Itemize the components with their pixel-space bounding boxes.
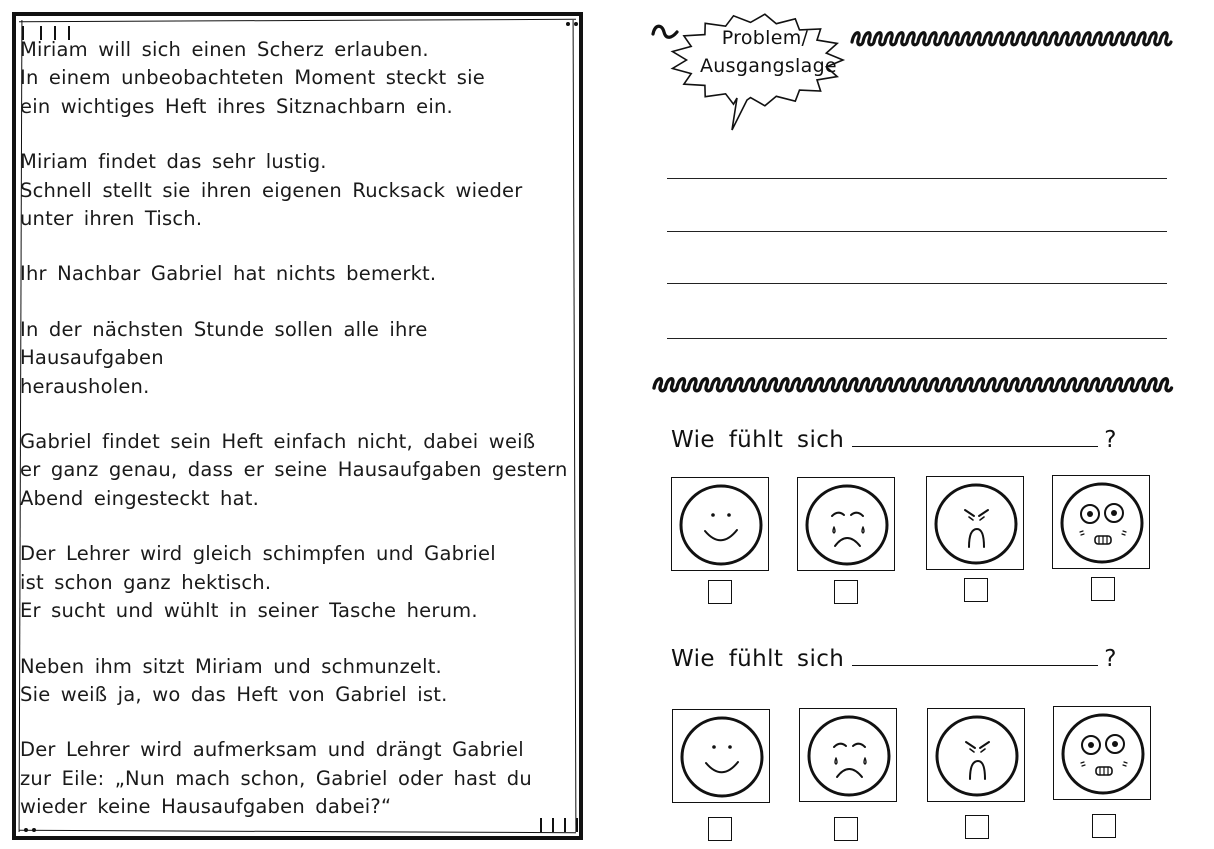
story-paragraph: Ihr Nachbar Gabriel hat nichts bemerkt. bbox=[20, 262, 437, 286]
story-text bbox=[20, 36, 570, 849]
question-mark: ? bbox=[1104, 427, 1117, 453]
question-prefix: Wie fühlt sich bbox=[671, 646, 845, 672]
frame-decoration bbox=[566, 22, 570, 26]
happy-face-icon bbox=[671, 477, 769, 571]
story-paragraph: Neben ihm sitzt Miriam und schmunzelt. Sie weiß ja, wo das Heft von Gabriel ist. bbox=[20, 654, 448, 706]
checkbox-angry[interactable] bbox=[964, 578, 988, 602]
story-paragraph: Miriam will sich einen Scherz erlauben. In einem unbeobachteten Moment steckt sie ein wichtiges Heft ihres Sitznachbarn ein. bbox=[20, 38, 485, 118]
sad-crying-face-icon bbox=[797, 477, 895, 571]
checkbox-sad[interactable] bbox=[834, 580, 858, 604]
checkbox-angry[interactable] bbox=[965, 815, 989, 839]
story-paragraph: Der Lehrer wird aufmerksam und drängt Gabriel zur Eile: „Nun mach schon, Gabriel oder hast du wieder keine Hausaufgaben dabei?“ bbox=[20, 738, 532, 819]
scared-face-icon bbox=[1053, 706, 1151, 800]
question-2 bbox=[671, 645, 1117, 672]
squiggle-border-top bbox=[850, 28, 1175, 50]
frame-decoration bbox=[574, 22, 578, 26]
question-mark: ? bbox=[1104, 646, 1117, 672]
frame-inner-line bbox=[19, 19, 576, 22]
checkbox-scared[interactable] bbox=[1092, 814, 1116, 838]
bubble-heading-line2: Ausgangslage bbox=[700, 55, 837, 77]
checkbox-happy[interactable] bbox=[708, 580, 732, 604]
question-1 bbox=[671, 426, 1117, 453]
sad-crying-face-icon bbox=[799, 708, 897, 802]
story-paragraph: Miriam findet das sehr lustig. Schnell stellt sie ihren eigenen Rucksack wieder unter ihren Tisch. bbox=[20, 150, 523, 231]
answer-line[interactable] bbox=[667, 231, 1167, 232]
story-paragraph: Gabriel findet sein Heft einfach nicht, dabei weiß er ganz genau, dass er seine Hausaufgaben gestern Abend eingesteckt hat. bbox=[20, 430, 568, 510]
question-prefix: Wie fühlt sich bbox=[671, 427, 845, 453]
frame-decoration bbox=[576, 818, 578, 832]
checkbox-happy[interactable] bbox=[708, 817, 732, 841]
angry-face-icon bbox=[927, 708, 1025, 802]
checkbox-sad[interactable] bbox=[834, 817, 858, 841]
fill-in-blank[interactable] bbox=[852, 645, 1098, 666]
story-paragraph: Der Lehrer wird gleich schimpfen und Gabriel ist schon ganz hektisch. Er sucht und wühlt in seiner Tasche herum. bbox=[20, 542, 496, 623]
answer-line[interactable] bbox=[667, 338, 1167, 339]
fill-in-blank[interactable] bbox=[852, 426, 1098, 447]
bubble-heading-line1: Problem/ bbox=[721, 27, 809, 49]
frame-inner-line bbox=[573, 20, 577, 832]
happy-face-icon bbox=[672, 709, 770, 803]
answer-line[interactable] bbox=[667, 283, 1167, 284]
scared-face-icon bbox=[1052, 475, 1150, 569]
angry-face-icon bbox=[926, 476, 1024, 570]
checkbox-scared[interactable] bbox=[1091, 577, 1115, 601]
story-paragraph: In der nächsten Stunde sollen alle ihre Hausaufgaben herausholen. bbox=[20, 317, 428, 398]
answer-line[interactable] bbox=[667, 178, 1167, 179]
bubble-heading bbox=[700, 24, 837, 80]
squiggle-divider bbox=[652, 372, 1178, 396]
